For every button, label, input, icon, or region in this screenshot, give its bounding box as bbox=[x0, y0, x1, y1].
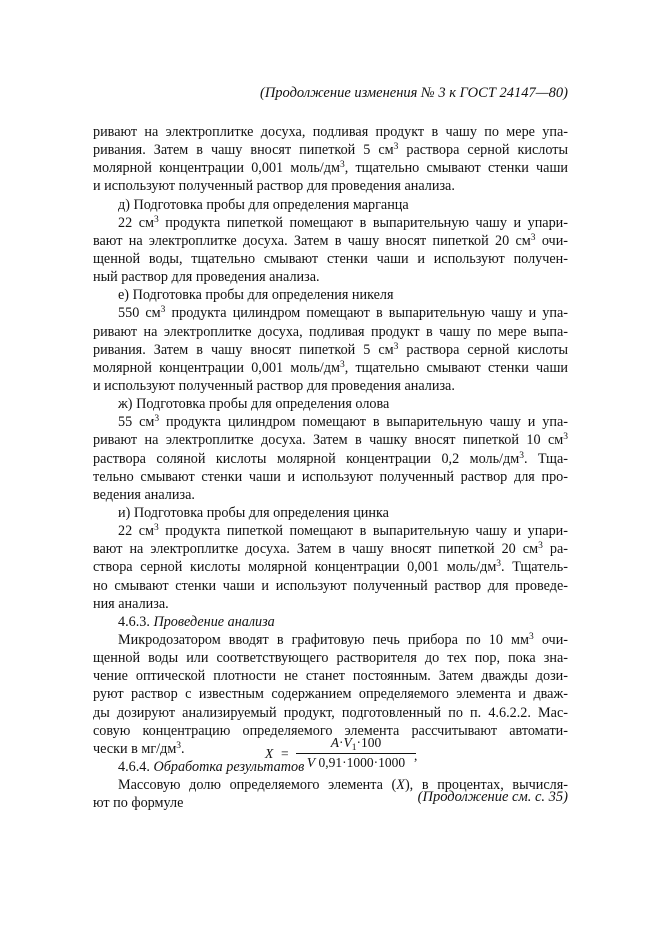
text-line: ривания. Затем в чашу вносят пипеткой 5 $см^3$ раствора серной кислоты bbox=[93, 341, 568, 358]
text-line: ривают на электроплитке досуха, подливая продукт в чашу по мере выпа- bbox=[93, 323, 568, 340]
formula bbox=[0, 734, 661, 774]
text-line: вают на электроплитке досуха. Затем в чашу вносят пипеткой 20 $см^3$ ра- bbox=[93, 541, 569, 558]
page-header: (Продолжение изменения № 3 к ГОСТ 24147—80) bbox=[259, 85, 568, 101]
text-line: щенной воды, тщательно смывают стенки чаши и используют получен- bbox=[93, 250, 568, 267]
section-heading-results: 4.6.4. Обработка результатов bbox=[118, 758, 305, 775]
text-line: но смывают стенки чаши и используют полученный раствор для проведе- bbox=[93, 577, 568, 594]
formula-fraction bbox=[296, 734, 416, 773]
text-line: Микродозатором вводят в графитовую печь прибора по 10 $мм^3$ очи- bbox=[118, 631, 569, 648]
section-heading-manganese: д) Подготовка пробы для определения марганца bbox=[118, 196, 409, 213]
text-line: молярной концентрации 0,001 моль/$дм^3$, тщательно смывают стенки чаши bbox=[93, 160, 568, 177]
text-line: чески в $мг/дм^3$. bbox=[93, 740, 185, 757]
formula-numerator: $A\cdot V_1\cdot 100$ bbox=[330, 735, 382, 753]
text-line: и используют полученный раствор для проведения анализа. bbox=[93, 377, 455, 394]
text-line: ривают на электроплитке досуха. Затем в чашку вносят пипеткой 10 $см^3$ bbox=[93, 432, 568, 449]
text-line: ривания. Затем в чашу вносят пипеткой 5 $см^3$ раствора серной кислоты bbox=[93, 142, 568, 159]
fraction-bar bbox=[296, 753, 416, 754]
page-footer: (Продолжение см. с. 35) bbox=[417, 789, 568, 805]
section-heading-tin: ж) Подготовка пробы для определения олова bbox=[118, 396, 390, 413]
text-line: Массовую долю определяемого элемента (X), в процентах, вычисля- bbox=[118, 777, 568, 794]
formula-comma: , bbox=[414, 748, 418, 763]
formula-equals: = bbox=[281, 746, 289, 761]
text-line: чение оптической плотности не станет постоянным. Затем дважды дози- bbox=[93, 668, 568, 685]
text-line: 550 $см^3$ продукта цилиндром помещают в выпарительную чашу и упа- bbox=[118, 305, 568, 322]
text-line: 22 $см^3$ продукта пипеткой помещают в выпарительную чашу и упари- bbox=[118, 523, 568, 540]
text-line: ды дозируют анализируемый продукт, подготовленный по п. 4.6.2.2. Мас- bbox=[93, 704, 568, 721]
document-body bbox=[93, 123, 568, 812]
text-line: и используют полученный раствор для проведения анализа. bbox=[93, 178, 455, 195]
text-line: 55 $см^3$ продукта цилиндром помещают в выпарительную чашу и упа- bbox=[118, 414, 568, 431]
section-heading-zinc: и) Подготовка пробы для определения цинка bbox=[118, 504, 389, 521]
text-line: молярной концентрации 0,001 моль/$дм^3$, тщательно смывают стенки чаши bbox=[93, 359, 568, 376]
text-line: 22 $см^3$ продукта пипеткой помещают в выпарительную чашу и упари- bbox=[118, 214, 568, 231]
text-line: вают на электроплитке досуха. Затем в чашу вносят пипеткой 20 $см^3$ очи- bbox=[93, 232, 569, 249]
section-heading-analysis: 4.6.3. Проведение анализа bbox=[118, 613, 275, 630]
section-heading-nickel: е) Подготовка пробы для определения никеля bbox=[118, 287, 394, 304]
formula-lhs: X bbox=[265, 746, 274, 761]
text-line: створа серной кислоты молярной концентрации 0,001 моль/$дм^3$. Тщатель- bbox=[93, 559, 568, 576]
text-line: щенной воды или соответствующего растворителя до тех пор, пока зна- bbox=[93, 650, 568, 667]
text-line: ведения анализа. bbox=[93, 486, 195, 503]
formula-denominator: V 0,91·1000·1000 bbox=[306, 755, 406, 770]
text-line: ния анализа. bbox=[93, 595, 169, 612]
text-line: ют по формуле bbox=[93, 795, 184, 812]
text-line: раствора соляной кислоты молярной концентрации 0,2 моль/$дм^3$. Тща- bbox=[93, 450, 568, 467]
text-line: ный раствор для проведения анализа. bbox=[93, 269, 320, 286]
text-line: ривают на электроплитке досуха, подливая продукт в чашу по мере упа- bbox=[93, 124, 568, 140]
text-line: руют раствор с известным содержанием определяемого элемента и дваж- bbox=[93, 686, 568, 703]
text-line: тельно смывают стенки чаши и используют полученный раствор для про- bbox=[93, 468, 568, 485]
text-line: совую концентрацию определяемого элемента рассчитывают автомати- bbox=[93, 722, 568, 739]
